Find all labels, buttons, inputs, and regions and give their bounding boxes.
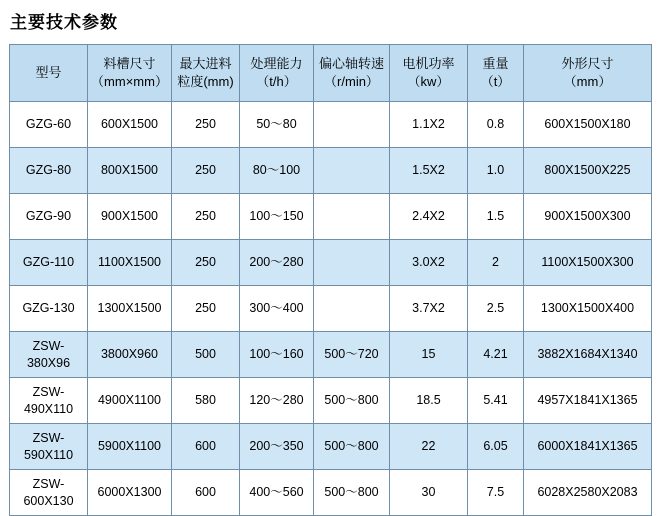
column-header-capacity: 处理能力 （t/h） [240,45,314,102]
cell-model: ZSW-600X130 [10,470,88,516]
table-body [10,102,652,516]
cell-capacity: 200～350 [240,424,314,470]
cell-weight: 4.21 [468,332,524,378]
cell-weight: 1.5 [468,194,524,240]
column-header-eccentric-shaft-speed: 偏心轴转速 （r/min） [314,45,390,102]
column-header-weight: 重量 （t） [468,45,524,102]
cell-capacity: 400～560 [240,470,314,516]
table-header [10,45,652,102]
cell-weight: 6.05 [468,424,524,470]
cell-capacity: 300～400 [240,286,314,332]
cell-eccentric-shaft-speed [314,286,390,332]
cell-eccentric-shaft-speed: 500～800 [314,470,390,516]
column-header-trough-size: 料槽尺寸 （mm×mm） [88,45,172,102]
cell-capacity: 200～280 [240,240,314,286]
cell-model: GZG-60 [10,102,88,148]
cell-motor-power: 22 [390,424,468,470]
cell-max-feed-size: 500 [172,332,240,378]
cell-motor-power: 2.4X2 [390,194,468,240]
cell-max-feed-size: 250 [172,240,240,286]
table-header-row [10,45,652,102]
spec-table-container [9,44,651,516]
table-row [10,240,652,286]
cell-eccentric-shaft-speed: 500～800 [314,378,390,424]
table-row [10,102,652,148]
table-row [10,286,652,332]
cell-motor-power: 3.7X2 [390,286,468,332]
cell-trough-size: 4900X1100 [88,378,172,424]
cell-weight: 2.5 [468,286,524,332]
cell-overall-dimensions: 1100X1500X300 [524,240,652,286]
cell-trough-size: 1300X1500 [88,286,172,332]
cell-capacity: 80～100 [240,148,314,194]
column-header-motor-power: 电机功率 （kw） [390,45,468,102]
cell-overall-dimensions: 4957X1841X1365 [524,378,652,424]
cell-model: GZG-90 [10,194,88,240]
cell-model: GZG-110 [10,240,88,286]
cell-overall-dimensions: 3882X1684X1340 [524,332,652,378]
cell-max-feed-size: 580 [172,378,240,424]
cell-overall-dimensions: 6000X1841X1365 [524,424,652,470]
page-title: 主要技术参数 [10,13,118,32]
cell-eccentric-shaft-speed [314,148,390,194]
technical-parameters-table [9,44,652,516]
cell-capacity: 100～150 [240,194,314,240]
cell-motor-power: 18.5 [390,378,468,424]
cell-motor-power: 30 [390,470,468,516]
column-header-max-feed-size: 最大进料 粒度(mm) [172,45,240,102]
cell-overall-dimensions: 900X1500X300 [524,194,652,240]
cell-capacity: 50～80 [240,102,314,148]
cell-overall-dimensions: 600X1500X180 [524,102,652,148]
cell-max-feed-size: 250 [172,286,240,332]
table-row [10,148,652,194]
cell-max-feed-size: 250 [172,148,240,194]
cell-max-feed-size: 250 [172,102,240,148]
cell-motor-power: 15 [390,332,468,378]
column-header-overall-dimensions: 外形尺寸 （mm） [524,45,652,102]
table-row [10,332,652,378]
cell-eccentric-shaft-speed [314,194,390,240]
cell-eccentric-shaft-speed: 500～720 [314,332,390,378]
cell-trough-size: 3800X960 [88,332,172,378]
cell-overall-dimensions: 800X1500X225 [524,148,652,194]
cell-model: ZSW-380X96 [10,332,88,378]
cell-trough-size: 5900X1100 [88,424,172,470]
cell-model: GZG-80 [10,148,88,194]
cell-motor-power: 3.0X2 [390,240,468,286]
cell-model: ZSW-590X110 [10,424,88,470]
cell-trough-size: 600X1500 [88,102,172,148]
cell-weight: 0.8 [468,102,524,148]
cell-model: GZG-130 [10,286,88,332]
cell-eccentric-shaft-speed [314,102,390,148]
cell-model: ZSW-490X110 [10,378,88,424]
cell-weight: 7.5 [468,470,524,516]
table-row [10,424,652,470]
cell-weight: 5.41 [468,378,524,424]
cell-trough-size: 900X1500 [88,194,172,240]
cell-weight: 1.0 [468,148,524,194]
cell-eccentric-shaft-speed: 500～800 [314,424,390,470]
cell-motor-power: 1.5X2 [390,148,468,194]
table-row [10,194,652,240]
cell-max-feed-size: 250 [172,194,240,240]
cell-weight: 2 [468,240,524,286]
cell-max-feed-size: 600 [172,470,240,516]
cell-overall-dimensions: 6028X2580X2083 [524,470,652,516]
cell-motor-power: 1.1X2 [390,102,468,148]
cell-capacity: 120～280 [240,378,314,424]
cell-trough-size: 1100X1500 [88,240,172,286]
cell-overall-dimensions: 1300X1500X400 [524,286,652,332]
cell-capacity: 100～160 [240,332,314,378]
table-row [10,378,652,424]
cell-trough-size: 6000X1300 [88,470,172,516]
column-header-model: 型号 [10,45,88,102]
cell-trough-size: 800X1500 [88,148,172,194]
cell-max-feed-size: 600 [172,424,240,470]
cell-eccentric-shaft-speed [314,240,390,286]
